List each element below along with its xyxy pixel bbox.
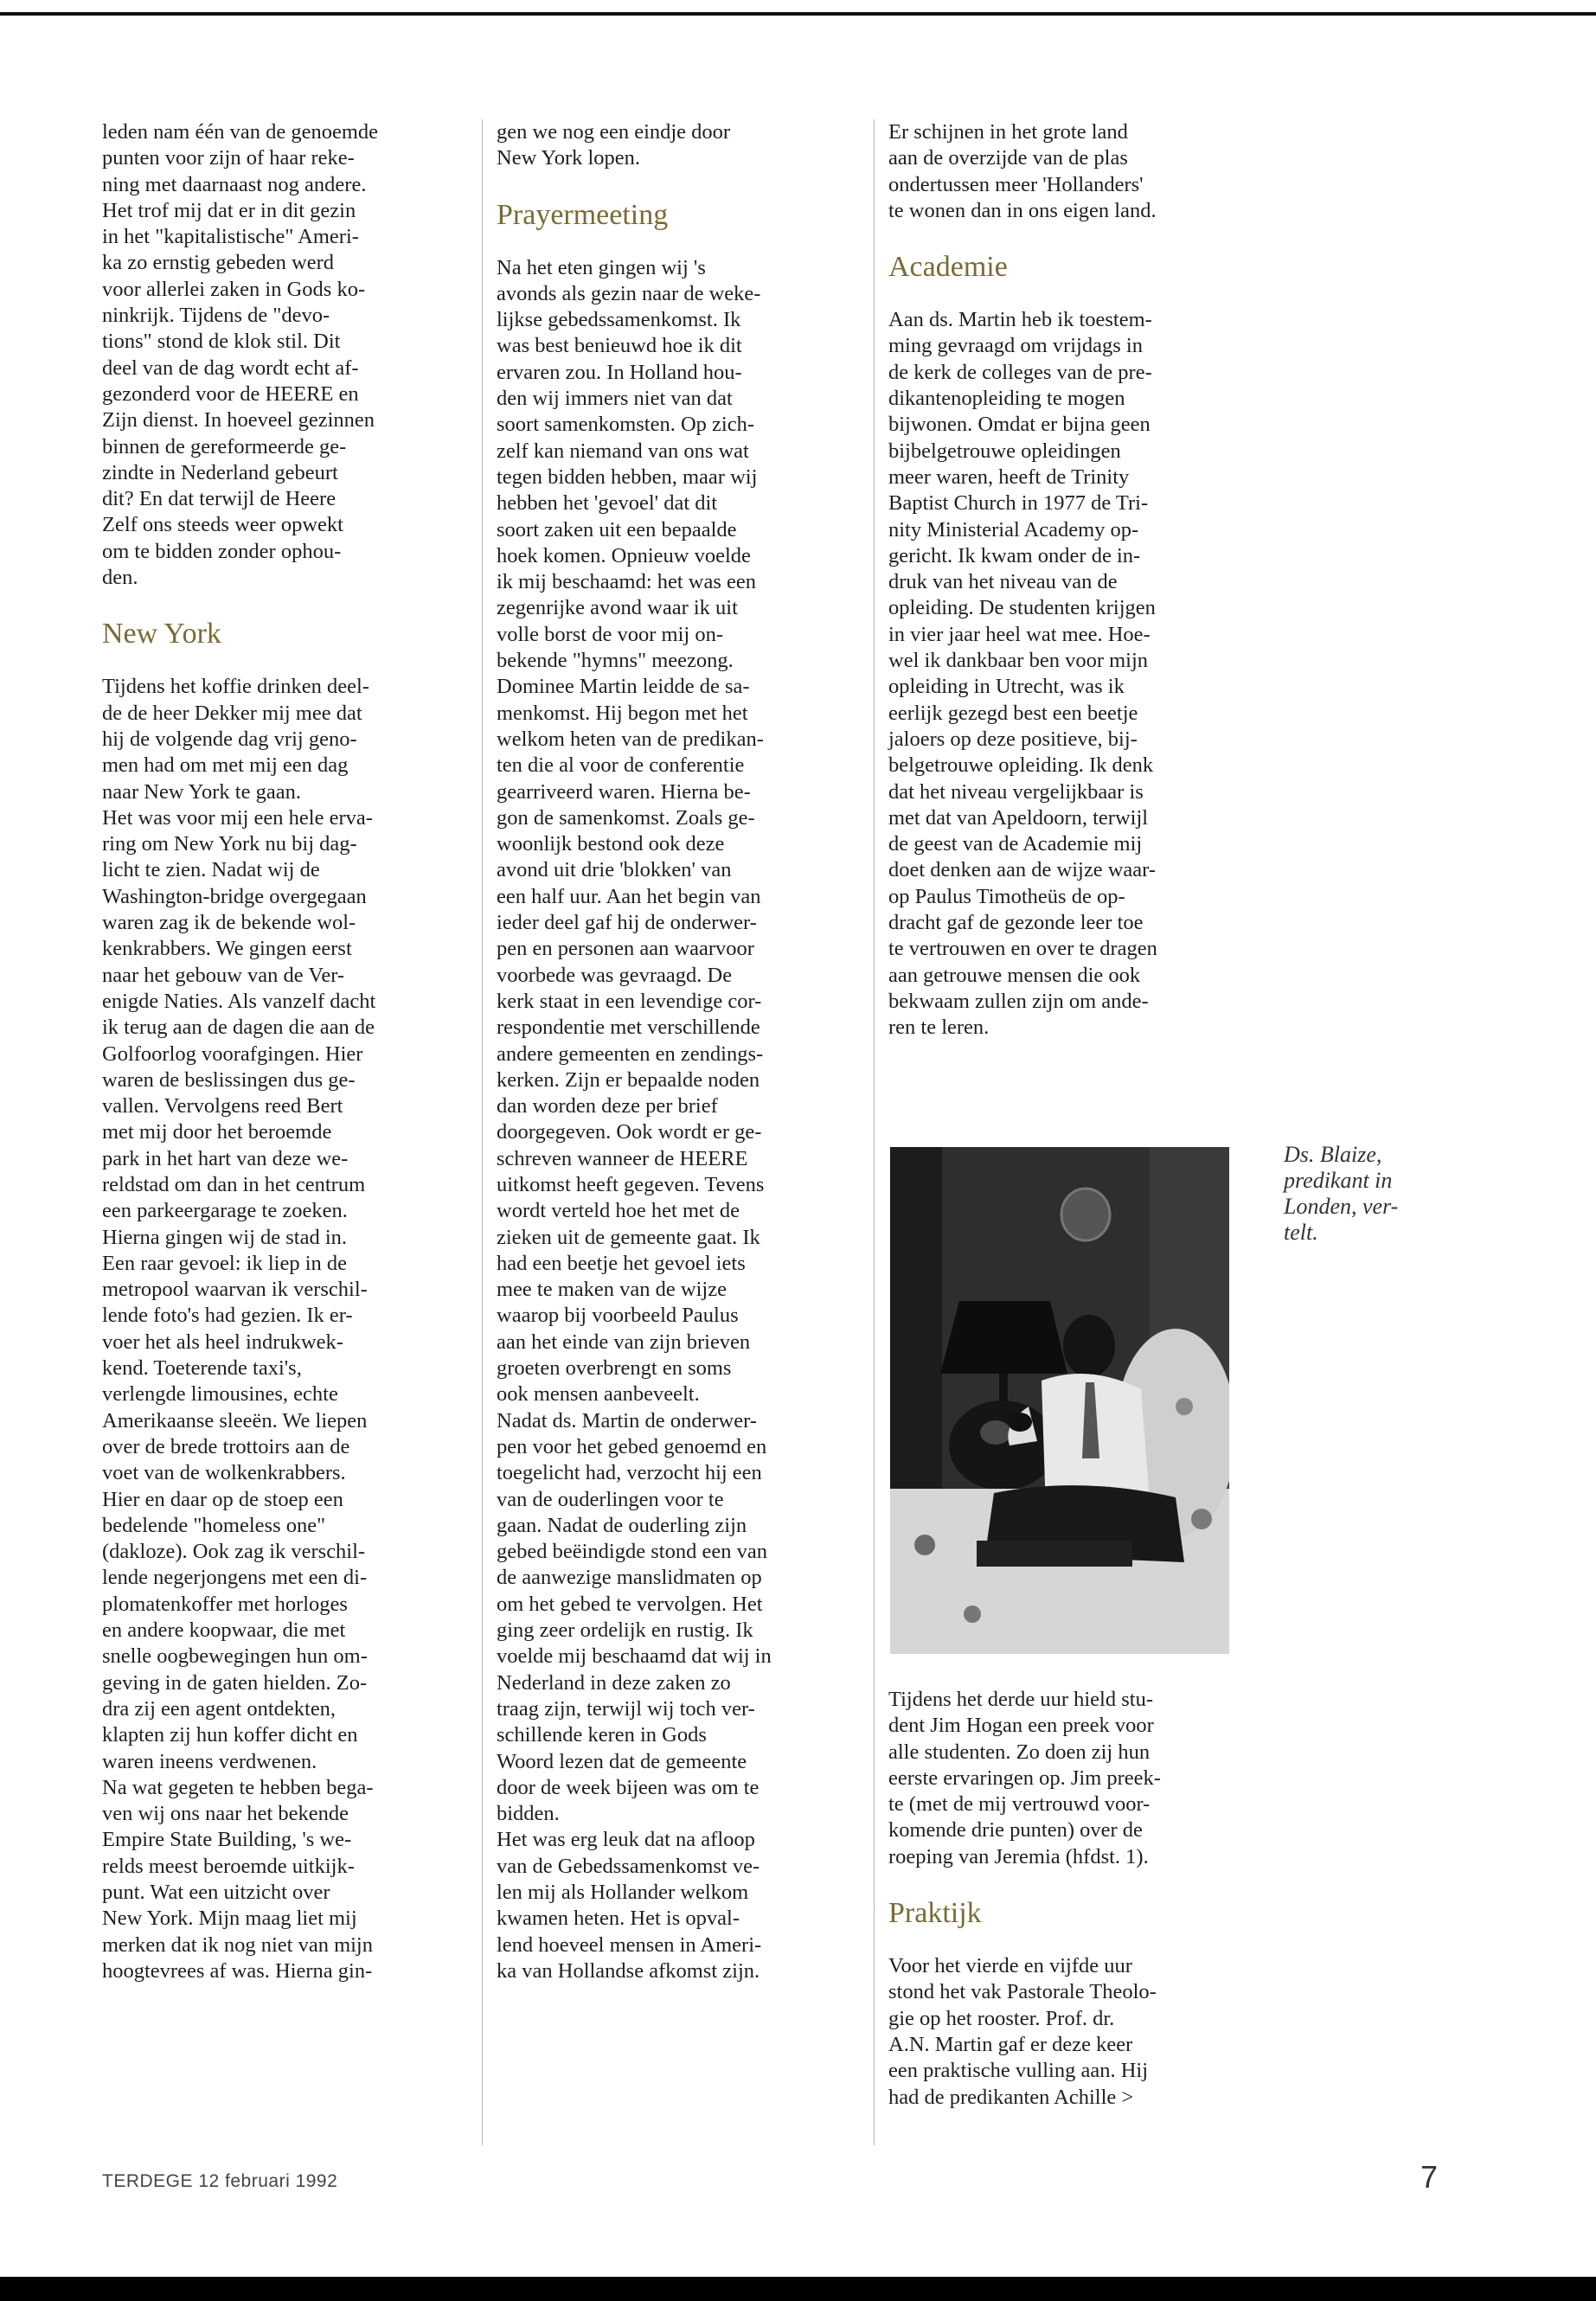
article-column-2 <box>497 119 860 1984</box>
text-line: len mij als Hollander welkom <box>497 1881 749 1904</box>
text-line: van de Gebedssamenkomst ve- <box>497 1854 760 1878</box>
heading-academie: Academie <box>888 251 1008 284</box>
text-line: doet denken aan de wijze waar- <box>888 858 1157 882</box>
text-line: te vertrouwen en over te dragen <box>888 937 1157 961</box>
text-line: gon de samenkomst. Zoals ge- <box>497 805 755 830</box>
text-line: New York. Mijn maag liet mij <box>102 1907 357 1931</box>
column2-intro <box>497 119 860 172</box>
text-line: doorgegeven. Ook wordt er ge- <box>497 1120 762 1144</box>
text-line: kerk staat in een levendige cor- <box>497 989 762 1013</box>
text-line: reldstad om dan in het centrum <box>102 1172 366 1196</box>
text-line: lijkse gebedssamenkomst. Ik <box>497 308 741 332</box>
text-line: met mij door het beroemde <box>102 1120 332 1144</box>
text-line: zieken uit de gemeente gaat. Ik <box>497 1225 760 1249</box>
text-line: de de heer Dekker mij mee dat <box>102 701 362 725</box>
text-line: met dat van Apeldoorn, terwijl <box>888 805 1149 830</box>
column1-body <box>102 674 465 1984</box>
text-line: leden nam één van de genoemde <box>102 120 379 144</box>
text-line: dent Jim Hogan een preek voor <box>888 1714 1154 1738</box>
text-line: naar het gebouw van de Ver- <box>102 963 345 987</box>
text-line: roeping van Jeremia (hfdst. 1). <box>888 1844 1149 1868</box>
text-line: hij de volgende dag vrij geno- <box>102 727 357 751</box>
text-line: gericht. Ik kwam onder de in- <box>888 543 1141 567</box>
text-line: ten die al voor de conferentie <box>497 753 745 778</box>
text-line: Het was erg leuk dat na afloop <box>497 1828 755 1852</box>
text-line: dan worden deze per brief <box>497 1094 718 1118</box>
column2-body <box>497 255 860 1985</box>
text-line: naar New York te gaan. <box>102 779 301 804</box>
text-line: in het "kapitalistische" Ameri- <box>102 225 359 249</box>
column-divider <box>874 119 875 2145</box>
column3-praktijk <box>888 1953 1252 2111</box>
text-line: aan getrouwe mensen die ook <box>888 963 1141 987</box>
text-line: te wonen dan in ons eigen land. <box>888 198 1157 222</box>
text-line: klapten zij hun koffer dicht en <box>102 1723 358 1747</box>
text-line: kend. Toeterende taxi's, <box>102 1356 302 1381</box>
text-line: in vier jaar heel wat mee. Hoe- <box>888 622 1151 646</box>
text-line: dra zij een agent ontdekten, <box>102 1696 337 1721</box>
text-line: welkom heten van de predikan- <box>497 727 764 751</box>
article-column-1 <box>102 119 465 1984</box>
text-line: over de brede trottoirs aan de <box>102 1434 350 1458</box>
text-line: Nederland in deze zaken zo <box>497 1670 731 1695</box>
text-line: voelde mij beschaamd dat wij in <box>497 1644 772 1669</box>
text-line: binnen de gereformeerde ge- <box>102 434 347 458</box>
text-line: ka van Hollandse afkomst zijn. <box>497 1958 760 1983</box>
text-line: geving in de gaten hielden. Zo- <box>102 1670 368 1695</box>
text-line: Het was voor mij een hele erva- <box>102 805 373 830</box>
text-line: lende negerjongens met een di- <box>102 1566 368 1590</box>
text-line: te (met de mij vertrouwd voor- <box>888 1792 1151 1817</box>
text-line: lend hoeveel mensen in Ameri- <box>497 1932 762 1957</box>
text-line: eerste ervaringen op. Jim preek- <box>888 1766 1161 1790</box>
text-line: nity Ministerial Academy op- <box>888 517 1139 542</box>
text-line: voer het als heel indrukwek- <box>102 1330 343 1354</box>
footer-publication: TERDEGE 12 februari 1992 <box>102 2171 338 2191</box>
text-line: andere gemeenten en zendings- <box>497 1042 764 1066</box>
text-line: Woord lezen dat de gemeente <box>497 1749 747 1773</box>
text-line: ook mensen aanbeveelt. <box>497 1382 700 1407</box>
text-line: gie op het rooster. Prof. dr. <box>888 2006 1115 2030</box>
text-line: gebed beëindigde stond een van <box>497 1540 767 1564</box>
text-line: dit? En dat terwijl de Heere <box>102 487 337 511</box>
text-line: Amerikaanse sleeën. We liepen <box>102 1408 368 1433</box>
text-line: A.N. Martin gaf er deze keer <box>888 2032 1133 2056</box>
text-line: pen en personen aan waarvoor <box>497 937 754 961</box>
text-line: Baptist Church in 1977 de Tri- <box>888 491 1149 516</box>
text-line: was best benieuwd hoe ik dit <box>497 334 742 358</box>
text-line: merken dat ik nog niet van mijn <box>102 1932 373 1957</box>
top-rule <box>0 12 1596 16</box>
text-line: de kerk de colleges van de pre- <box>888 360 1152 384</box>
text-line: bekwaam zullen zijn om ande- <box>888 989 1149 1013</box>
text-line: voet van de wolkenkrabbers. <box>102 1461 346 1485</box>
text-line: Tijdens het derde uur hield stu- <box>888 1688 1153 1711</box>
text-line: hoogtevrees af was. Hierna gin- <box>102 1958 373 1983</box>
text-line: Een raar gevoel: ik liep in de <box>102 1251 347 1275</box>
text-line: Hier en daar op de stoep een <box>102 1487 343 1511</box>
text-line: wel ik dankbaar ben voor mijn <box>888 649 1149 673</box>
text-line: belgetrouwe opleiding. Ik denk <box>888 753 1154 778</box>
column1-intro <box>102 119 465 591</box>
text-line: hebben het 'gevoel' dat dit <box>497 491 718 516</box>
text-line: Londen, ver- <box>1284 1194 1399 1219</box>
page-number: 7 <box>1420 2159 1439 2195</box>
text-line: den wij immers niet van dat <box>497 387 733 411</box>
text-line: de geest van de Academie mij <box>888 832 1143 856</box>
text-line: om te bidden zonder ophou- <box>102 539 342 563</box>
text-line: volle borst de voor mij on- <box>497 622 723 646</box>
text-line: de aanwezige manslidmaten op <box>497 1566 762 1590</box>
text-line: ervaren zou. In Holland hou- <box>497 360 742 384</box>
text-line: kerken. Zijn er bepaalde noden <box>497 1067 760 1092</box>
text-line: bedelende "homeless one" <box>102 1513 326 1537</box>
text-line: Zijn dienst. In hoeveel gezinnen <box>102 408 375 433</box>
text-line: Tijdens het koffie drinken deel- <box>102 675 369 699</box>
text-line: en andere koopwaar, die met <box>102 1618 346 1643</box>
text-line: had de predikanten Achille > <box>888 2085 1134 2109</box>
text-line: een praktische vulling aan. Hij <box>888 2059 1149 2083</box>
text-line: mee te maken van de wijze <box>497 1278 727 1302</box>
text-line: punt. Wat een uitzicht over <box>102 1881 330 1904</box>
text-line: gen we nog een eindje door <box>497 120 731 144</box>
text-line: toegelicht had, verzocht hij een <box>497 1461 762 1485</box>
text-line: ring om New York nu bij dag- <box>102 832 357 856</box>
text-line: ik mij beschaamd: het was een <box>497 570 757 594</box>
text-line: meer waren, heeft de Trinity <box>888 465 1130 489</box>
text-line: gezonderd voor de HEERE en <box>102 381 359 406</box>
text-line: uitkomst heeft gegeven. Tevens <box>497 1172 765 1196</box>
text-line: ming gevraagd om vrijdags in <box>888 334 1143 358</box>
text-line: gaan. Nadat de ouderling zijn <box>497 1513 747 1537</box>
text-line: bidden. <box>497 1802 560 1826</box>
text-line: snelle oogbewegingen hun om- <box>102 1644 368 1669</box>
text-line: avond uit drie 'blokken' van <box>497 858 732 882</box>
text-line: ren te leren. <box>888 1016 990 1040</box>
text-line: tions" stond de klok stil. Dit <box>102 330 341 354</box>
text-line: lende foto's had gezien. Ik er- <box>102 1304 353 1328</box>
column-divider <box>482 119 483 2145</box>
text-line: punten voor zijn of haar reke- <box>102 146 355 170</box>
text-line: een half uur. Aan het begin van <box>497 884 761 908</box>
text-line: ning met daarnaast nog andere. <box>102 172 367 196</box>
text-line: soort samenkomsten. Op zich- <box>497 413 755 437</box>
text-line: woonlijk bestond ook deze <box>497 832 725 856</box>
text-line: dracht gaf de gezonde leer toe <box>888 911 1144 935</box>
text-line: Na het eten gingen wij 's <box>497 255 706 279</box>
text-line: wordt verteld hoe het met de <box>497 1199 740 1223</box>
text-line: Nadat ds. Martin de onderwer- <box>497 1408 757 1433</box>
text-line: traag zijn, terwijl wij toch ver- <box>497 1696 755 1721</box>
text-line: eerlijk gezegd best een beetje <box>888 701 1138 725</box>
column3-intro <box>888 119 1252 224</box>
text-line: ondertussen meer 'Hollanders' <box>888 172 1144 196</box>
text-line: pen voor het gebed genoemd en <box>497 1434 767 1458</box>
text-line: enigde Naties. Als vanzelf dacht <box>102 989 376 1013</box>
text-line: Hierna gingen wij de stad in. <box>102 1225 348 1249</box>
heading-prayermeeting: Prayermeeting <box>497 198 669 231</box>
text-line: zindte in Nederland gebeurt <box>102 460 338 484</box>
text-line: dikantenopleiding te mogen <box>888 387 1125 411</box>
column3-after-photo <box>888 1687 1252 1870</box>
text-line: ka zo ernstig gebeden werd <box>102 251 335 275</box>
text-line: licht te zien. Nadat wij de <box>102 858 320 882</box>
text-line: opleiding. De studenten krijgen <box>888 596 1156 620</box>
article-column-3 <box>888 119 1252 1042</box>
text-line: waren zag ik de bekende wol- <box>102 911 356 935</box>
text-line: ven wij ons naar het bekende <box>102 1802 349 1826</box>
text-line: stond het vak Pastorale Theolo- <box>888 1980 1157 2004</box>
text-line: men had om met mij een dag <box>102 753 349 778</box>
text-line: zelf kan niemand van ons wat <box>497 439 749 463</box>
heading-praktijk: Praktijk <box>888 1897 982 1930</box>
text-line: ging zeer ordelijk en rustig. Ik <box>497 1618 753 1643</box>
text-line: ninkrijk. Tijdens de "devo- <box>102 304 330 328</box>
text-line: Golfoorlog voorafgingen. Hier <box>102 1042 363 1066</box>
text-line: den. <box>102 566 138 590</box>
text-line: druk van het niveau van de <box>888 570 1118 594</box>
text-line: zegenrijke avond waar ik uit <box>497 596 738 620</box>
text-line: Zelf ons steeds weer opwekt <box>102 513 343 537</box>
text-line: schillende keren in Gods <box>497 1723 707 1747</box>
text-line: Voor het vierde en vijfde uur <box>888 1954 1132 1978</box>
text-line: Dominee Martin leidde de sa- <box>497 675 750 699</box>
text-line: Na wat gegeten te hebben bega- <box>102 1775 374 1799</box>
text-line: Ds. Blaize, <box>1284 1142 1382 1167</box>
text-line: Het trof mij dat er in dit gezin <box>102 198 356 222</box>
text-line: voorbede was gevraagd. De <box>497 963 733 987</box>
text-line: gearriveerd waren. Hierna be- <box>497 779 751 804</box>
text-line: waren ineens verdwenen. <box>102 1749 317 1773</box>
text-line: ik terug aan de dagen die aan de <box>102 1016 375 1040</box>
text-line: waren de beslissingen dus ge- <box>102 1067 356 1092</box>
text-line: aan het einde van zijn brieven <box>497 1330 751 1354</box>
text-line: deel van de dag wordt echt af- <box>102 356 359 380</box>
text-line: vallen. Vervolgens reed Bert <box>102 1094 343 1118</box>
text-line: verlengde limousines, echte <box>102 1382 338 1407</box>
text-line: jaloers op deze positieve, bij- <box>888 727 1138 751</box>
text-line: tegen bidden hebben, maar wij <box>497 465 758 489</box>
text-line: bekende "hymns" meezong. <box>497 649 734 673</box>
text-line: kenkrabbers. We gingen eerst <box>102 937 352 961</box>
text-line: dat het niveau vergelijkbaar is <box>888 779 1144 804</box>
text-line: Aan ds. Martin heb ik toestem- <box>888 308 1152 332</box>
text-line: predikant in <box>1284 1168 1393 1193</box>
article-column-3-continued <box>888 1687 1252 2111</box>
text-line: kwamen heten. Het is opval- <box>497 1907 740 1931</box>
text-line: metropool waarvan ik verschil- <box>102 1278 368 1302</box>
heading-new-york: New York <box>102 618 221 651</box>
text-line: alle studenten. Zo doen zij hun <box>888 1740 1151 1764</box>
text-line: bijwonen. Omdat er bijna geen <box>888 413 1151 437</box>
text-line: Empire State Building, 's we- <box>102 1828 352 1852</box>
photo-man-seated-by-lamp <box>890 1147 1229 1654</box>
column3-academie <box>888 307 1252 1041</box>
text-line: een parkeergarage te zoeken. <box>102 1199 348 1223</box>
text-line: relds meest beroemde uitkijk- <box>102 1854 355 1878</box>
text-line: menkomst. Hij begon met het <box>497 701 748 725</box>
text-line: telt. <box>1284 1220 1318 1245</box>
text-line: respondentie met verschillende <box>497 1016 760 1040</box>
text-line: ieder deel gaf hij de onderwer- <box>497 911 757 935</box>
text-line: aan de overzijde van de plas <box>888 146 1128 170</box>
text-line: komende drie punten) over de <box>888 1818 1143 1843</box>
text-line: schreven wanneer de HEERE <box>497 1146 748 1170</box>
text-line: om het gebed te vervolgen. Het <box>497 1592 763 1616</box>
text-line: op Paulus Timotheüs de op- <box>888 884 1125 908</box>
text-line: hoek komen. Opnieuw voelde <box>497 543 751 567</box>
text-line: soort zaken uit een bepaalde <box>497 517 737 542</box>
photo-caption <box>1284 1142 1457 1246</box>
bottom-band <box>0 2277 1596 2301</box>
text-line: opleiding in Utrecht, was ik <box>888 675 1125 699</box>
text-line: New York lopen. <box>497 146 641 170</box>
text-line: (dakloze). Ook zag ik verschil- <box>102 1540 366 1564</box>
text-line: Washington-bridge overgegaan <box>102 884 367 908</box>
text-line: park in het hart van deze we- <box>102 1146 349 1170</box>
text-line: door de week bijeen was om te <box>497 1775 760 1799</box>
text-line: had een beetje het gevoel iets <box>497 1251 746 1275</box>
text-line: plomatenkoffer met horloges <box>102 1592 348 1616</box>
text-line: groeten overbrengt en soms <box>497 1356 732 1381</box>
text-line: voor allerlei zaken in Gods ko- <box>102 277 366 301</box>
text-line: van de ouderlingen voor te <box>497 1487 724 1511</box>
text-line: avonds als gezin naar de weke- <box>497 281 761 305</box>
text-line: bijbelgetrouwe opleidingen <box>888 439 1121 463</box>
text-line: waarop bij voorbeeld Paulus <box>497 1304 739 1328</box>
text-line: Er schijnen in het grote land <box>888 120 1128 144</box>
